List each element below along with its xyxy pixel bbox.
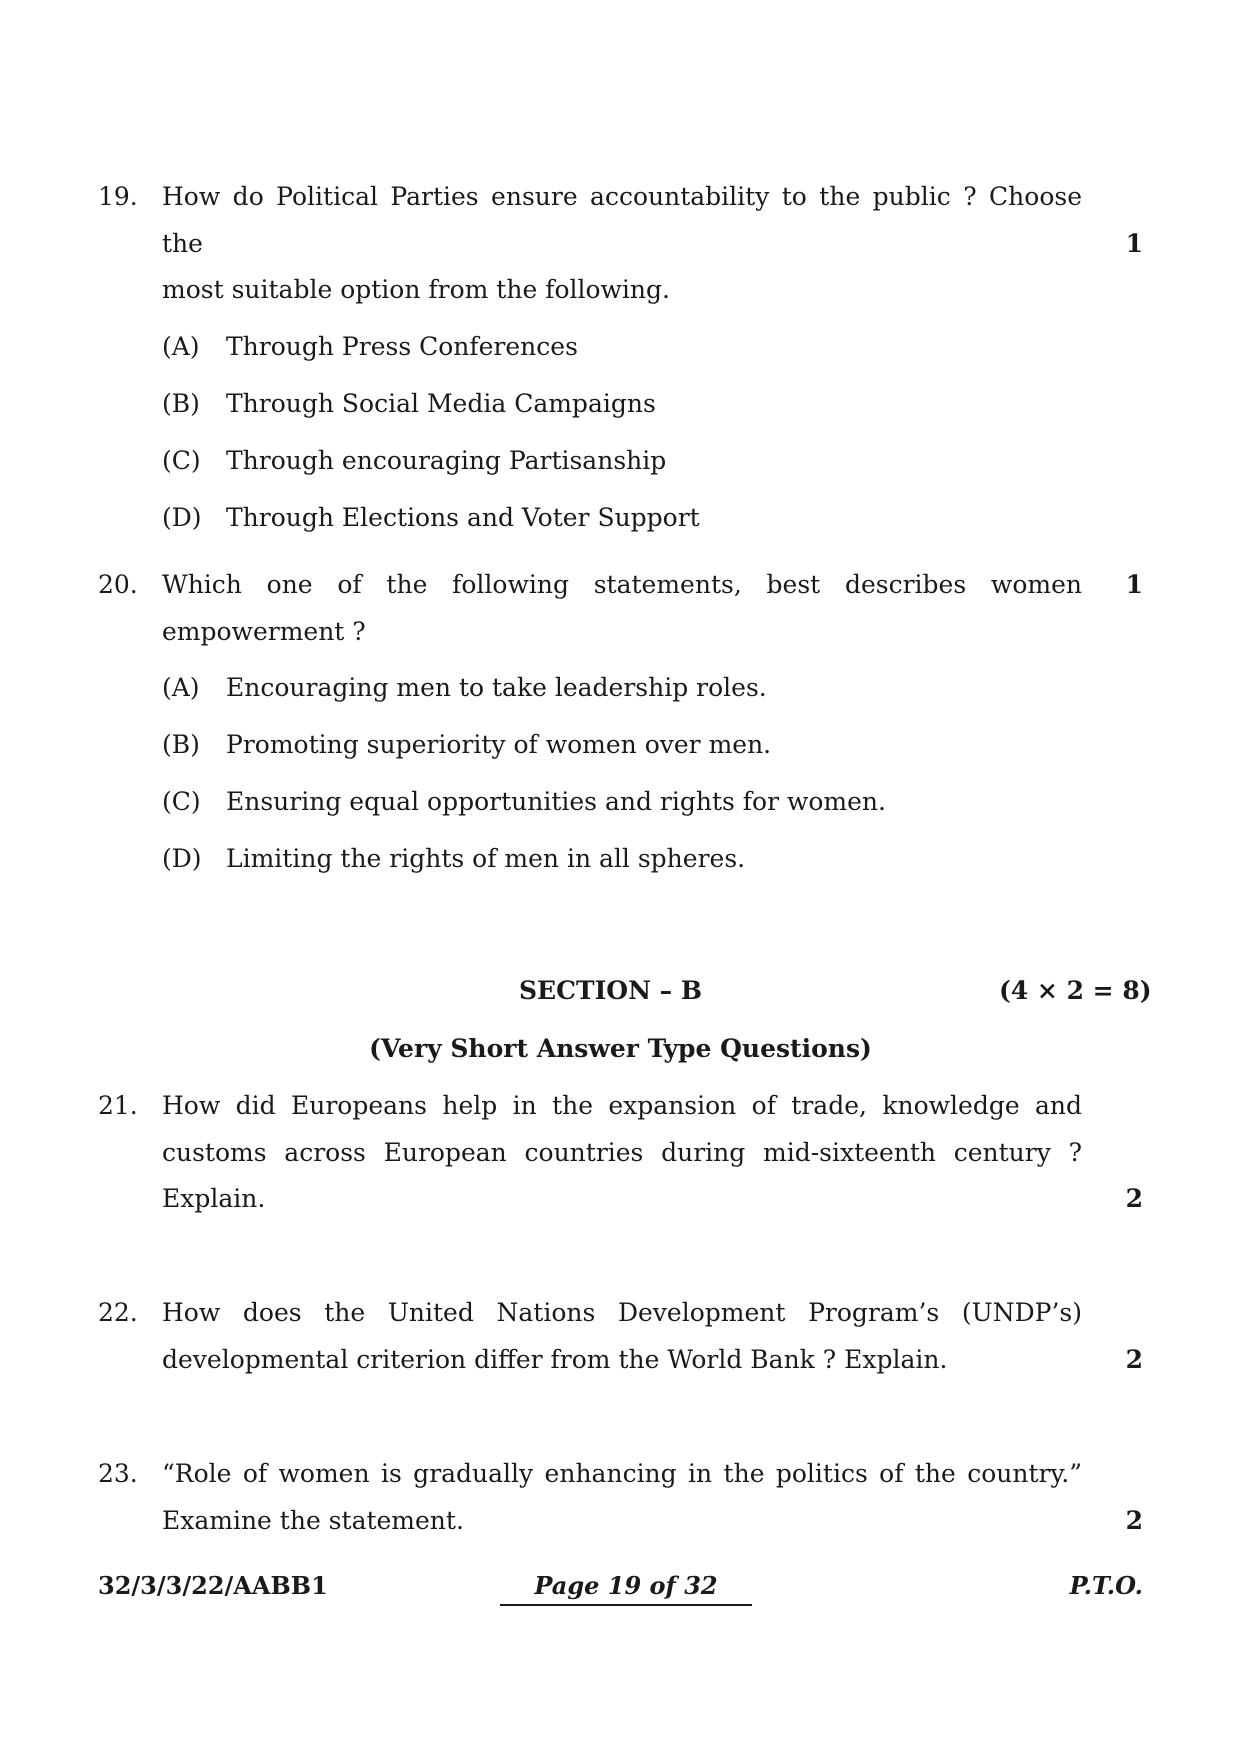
option-label: (A): [162, 673, 200, 702]
question-line: most suitable option from the following.: [162, 275, 670, 304]
question-21: [98, 1083, 1143, 1223]
option-label: (B): [162, 388, 200, 418]
option-label: (D): [162, 502, 202, 532]
question-marks: 1: [1125, 570, 1143, 599]
option-text: Encouraging men to take leadership roles.: [226, 673, 767, 702]
option-text: Through Press Conferences: [226, 331, 578, 361]
page-number: Page 19 of 32: [500, 1571, 752, 1606]
question-number: 22.: [98, 1298, 138, 1327]
question-line: How does the United Nations Development Program’s (UNDP’s): [162, 1298, 1082, 1327]
option-label: (C): [162, 445, 201, 475]
option-d: [162, 495, 1143, 552]
options-list: [162, 324, 1143, 552]
question-number: 23.: [98, 1459, 138, 1488]
question-22: [98, 1290, 1143, 1383]
question-line: customs across European countries during mid-sixteenth century ?: [162, 1137, 1082, 1167]
option-label: (B): [162, 730, 200, 759]
option-a: [162, 665, 1143, 722]
option-label: (D): [162, 844, 202, 873]
question-number: 20.: [98, 570, 138, 599]
option-text: Through Elections and Voter Support: [226, 502, 700, 532]
paper-code: 32/3/3/22/AABB1: [98, 1571, 328, 1600]
pto-label: P.T.O.: [1069, 1571, 1143, 1600]
question-text: [162, 1451, 1082, 1544]
question-text: [162, 1083, 1082, 1223]
question-line: How did Europeans help in the expansion of trade, knowledge and: [162, 1091, 1082, 1120]
option-text: Through Social Media Campaigns: [226, 388, 656, 418]
question-marks: 2: [1125, 1184, 1143, 1213]
question-text: [162, 174, 1082, 314]
options-list: [162, 665, 1143, 893]
question-marks: 2: [1125, 1505, 1143, 1535]
question-number: 19.: [98, 182, 138, 211]
option-b: [162, 381, 1143, 438]
option-label: (C): [162, 787, 201, 816]
question-text: [162, 562, 1082, 655]
section-score: (4 × 2 = 8): [999, 976, 1152, 1005]
question-number: 21.: [98, 1091, 138, 1120]
question-line: Which one of the following statements, best describes women empowerment ?: [162, 570, 1082, 646]
section-subtitle: (Very Short Answer Type Questions): [369, 1034, 872, 1063]
option-label: (A): [162, 331, 200, 361]
question-19: [98, 174, 1143, 552]
question-line: “Role of women is gradually enhancing in the politics of the country.”: [162, 1459, 1082, 1488]
option-b: [162, 722, 1143, 779]
option-a: [162, 324, 1143, 381]
option-text: Ensuring equal opportunities and rights for women.: [226, 787, 886, 816]
option-c: [162, 779, 1143, 836]
option-text: Through encouraging Partisanship: [226, 445, 667, 475]
question-line: Explain.: [162, 1184, 266, 1213]
option-c: [162, 438, 1143, 495]
question-marks: 2: [1125, 1344, 1143, 1374]
question-line: How do Political Parties ensure accountability to the public ? Choose the: [162, 182, 1082, 258]
question-text: [162, 1290, 1082, 1383]
option-d: [162, 836, 1143, 893]
question-marks: 1: [1125, 228, 1143, 258]
option-text: Promoting superiority of women over men.: [226, 730, 772, 759]
question-line: Examine the statement.: [162, 1505, 464, 1535]
question-23: [98, 1451, 1143, 1544]
question-20: [98, 562, 1143, 893]
option-text: Limiting the rights of men in all spheres.: [226, 844, 746, 873]
section-title: SECTION – B: [519, 976, 702, 1005]
question-line: developmental criterion differ from the World Bank ? Explain.: [162, 1344, 948, 1374]
